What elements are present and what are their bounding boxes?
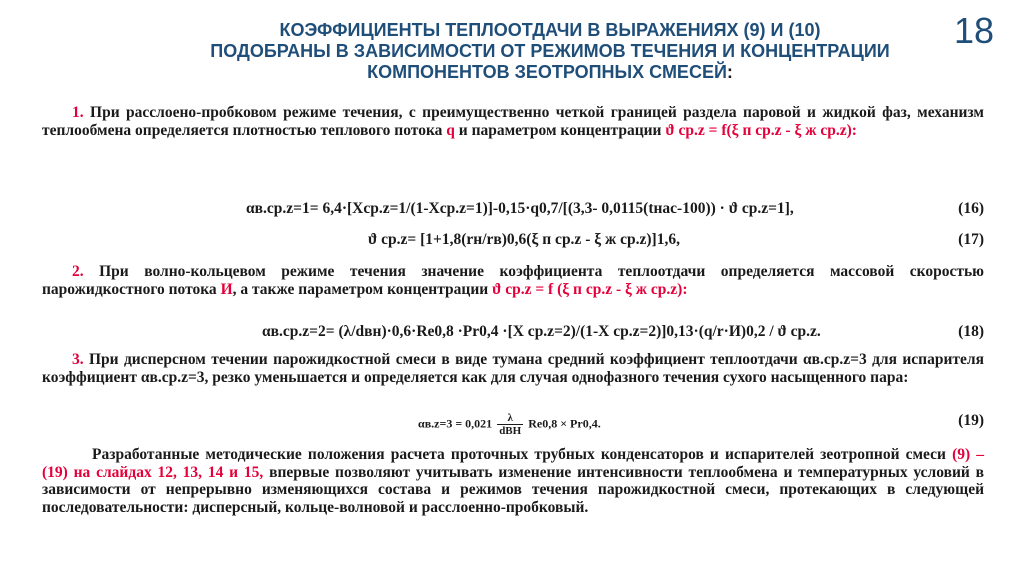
- paragraph-3: [42, 351, 984, 386]
- p4-ref: (9) – (19) на слайдах 12, 13, 14 и 15,: [42, 446, 985, 481]
- title-line-1: КОЭФФИЦИЕНТЫ ТЕПЛООТДАЧИ В ВЫРАЖЕНИЯХ (9) И (10): [279, 20, 821, 40]
- p4-text2: впервые позволяют учитывать изменение интенсивности теплообмена и температурных условий в зависимости от непрерывно изменяющихся состава и режимов течения парожидкостной смеси, протекающих в следующей последовательности: дисперсный, кольце-волновой и расслоенно-пробковый.: [42, 463, 984, 516]
- title-line-3: [150, 62, 950, 83]
- p3-text: При дисперсном течении парожидкостной смеси в виде тумана средний коэффициент теплоотдачи αв.ср.z=3 для испарителя коэффициент αв.ср.z=3, резко уменьшается и определяется как для случая однофазного течения сухого насыщенного пара:: [42, 351, 984, 386]
- equation-16-number: (16): [958, 200, 984, 217]
- equation-16: αв.ср.z=1= 6,4·[Xср.z=1/(1-Xср.z=1)]-0,15·q0,7/[(3,3- 0,0115(tнас-100)) · ϑ ср.z=1],: [246, 200, 794, 217]
- slide-title: [150, 20, 950, 83]
- slide-number: 18: [953, 10, 994, 51]
- p2-text2: , а также параметром концентрации: [232, 280, 493, 298]
- title-line-2: ПОДОБРАНЫ В ЗАВИСИМОСТИ ОТ РЕЖИМОВ ТЕЧЕНИЯ И КОНЦЕНТРАЦИИ: [210, 41, 890, 61]
- eq19-numerator: λ: [497, 412, 523, 425]
- p4-text1: Разработанные методические положения расчета проточных трубных конденсаторов и испарителей зеотропной смеси: [92, 446, 953, 463]
- equation-18: αв.ср.z=2= (λ/dвн)·0,6·Re0,8 ·Pr0,4 ·[X ср.z=2)/(1-X ср.z=2)]0,13·(q/r·И)0,2 / ϑ ср.z.: [262, 323, 821, 340]
- eq19-rhs: Re0,8 × Pr0,4.: [528, 416, 601, 431]
- p2-text: При волно-кольцевом режиме течения значение коэффициента теплоотдачи определяется массовой скоростью парожидкостного потока: [42, 263, 984, 298]
- title-colon: :: [726, 62, 733, 82]
- paragraph-2: [42, 263, 984, 298]
- paragraph-1: [42, 104, 984, 139]
- p1-text: При расслоено-пробковом режиме течения, с преимущественно четкой границей раздела паровой и жидкой фаз, механизм теплообмена определяется плотностью теплового потока: [42, 104, 984, 139]
- equation-18-number: (18): [958, 323, 984, 340]
- title-line-3-text: КОМПОНЕНТОВ ЗЕОТРОПНЫХ СМЕСЕЙ: [367, 62, 727, 82]
- eq19-denominator: dВН: [499, 425, 522, 437]
- p2-I: И: [220, 280, 233, 298]
- p1-q: q: [446, 121, 455, 139]
- p1-text2: и параметром концентрации: [454, 121, 666, 139]
- p2-formula: ϑ ср.z = f (ξ п ср.z - ξ ж ср.z):: [492, 280, 688, 298]
- equation-19-number: (19): [958, 412, 984, 429]
- p1-number: 1.: [72, 104, 84, 121]
- paragraph-4: [42, 446, 984, 516]
- equation-17-number: (17): [958, 231, 984, 248]
- equation-17: ϑ ср.z= [1+1,8(rн/rв)0,6(ξ п ср.z - ξ ж ср.z)]1,6,: [368, 231, 680, 248]
- equation-19: [418, 412, 601, 437]
- p3-number: 3.: [72, 351, 84, 368]
- eq19-lhs: αв.z=3 = 0,021: [418, 416, 493, 431]
- p2-number: 2.: [72, 263, 84, 280]
- eq19-fraction: [497, 412, 523, 437]
- p1-formula: ϑ ср.z = f(ξ п ср.z - ξ ж ср.z):: [665, 121, 857, 139]
